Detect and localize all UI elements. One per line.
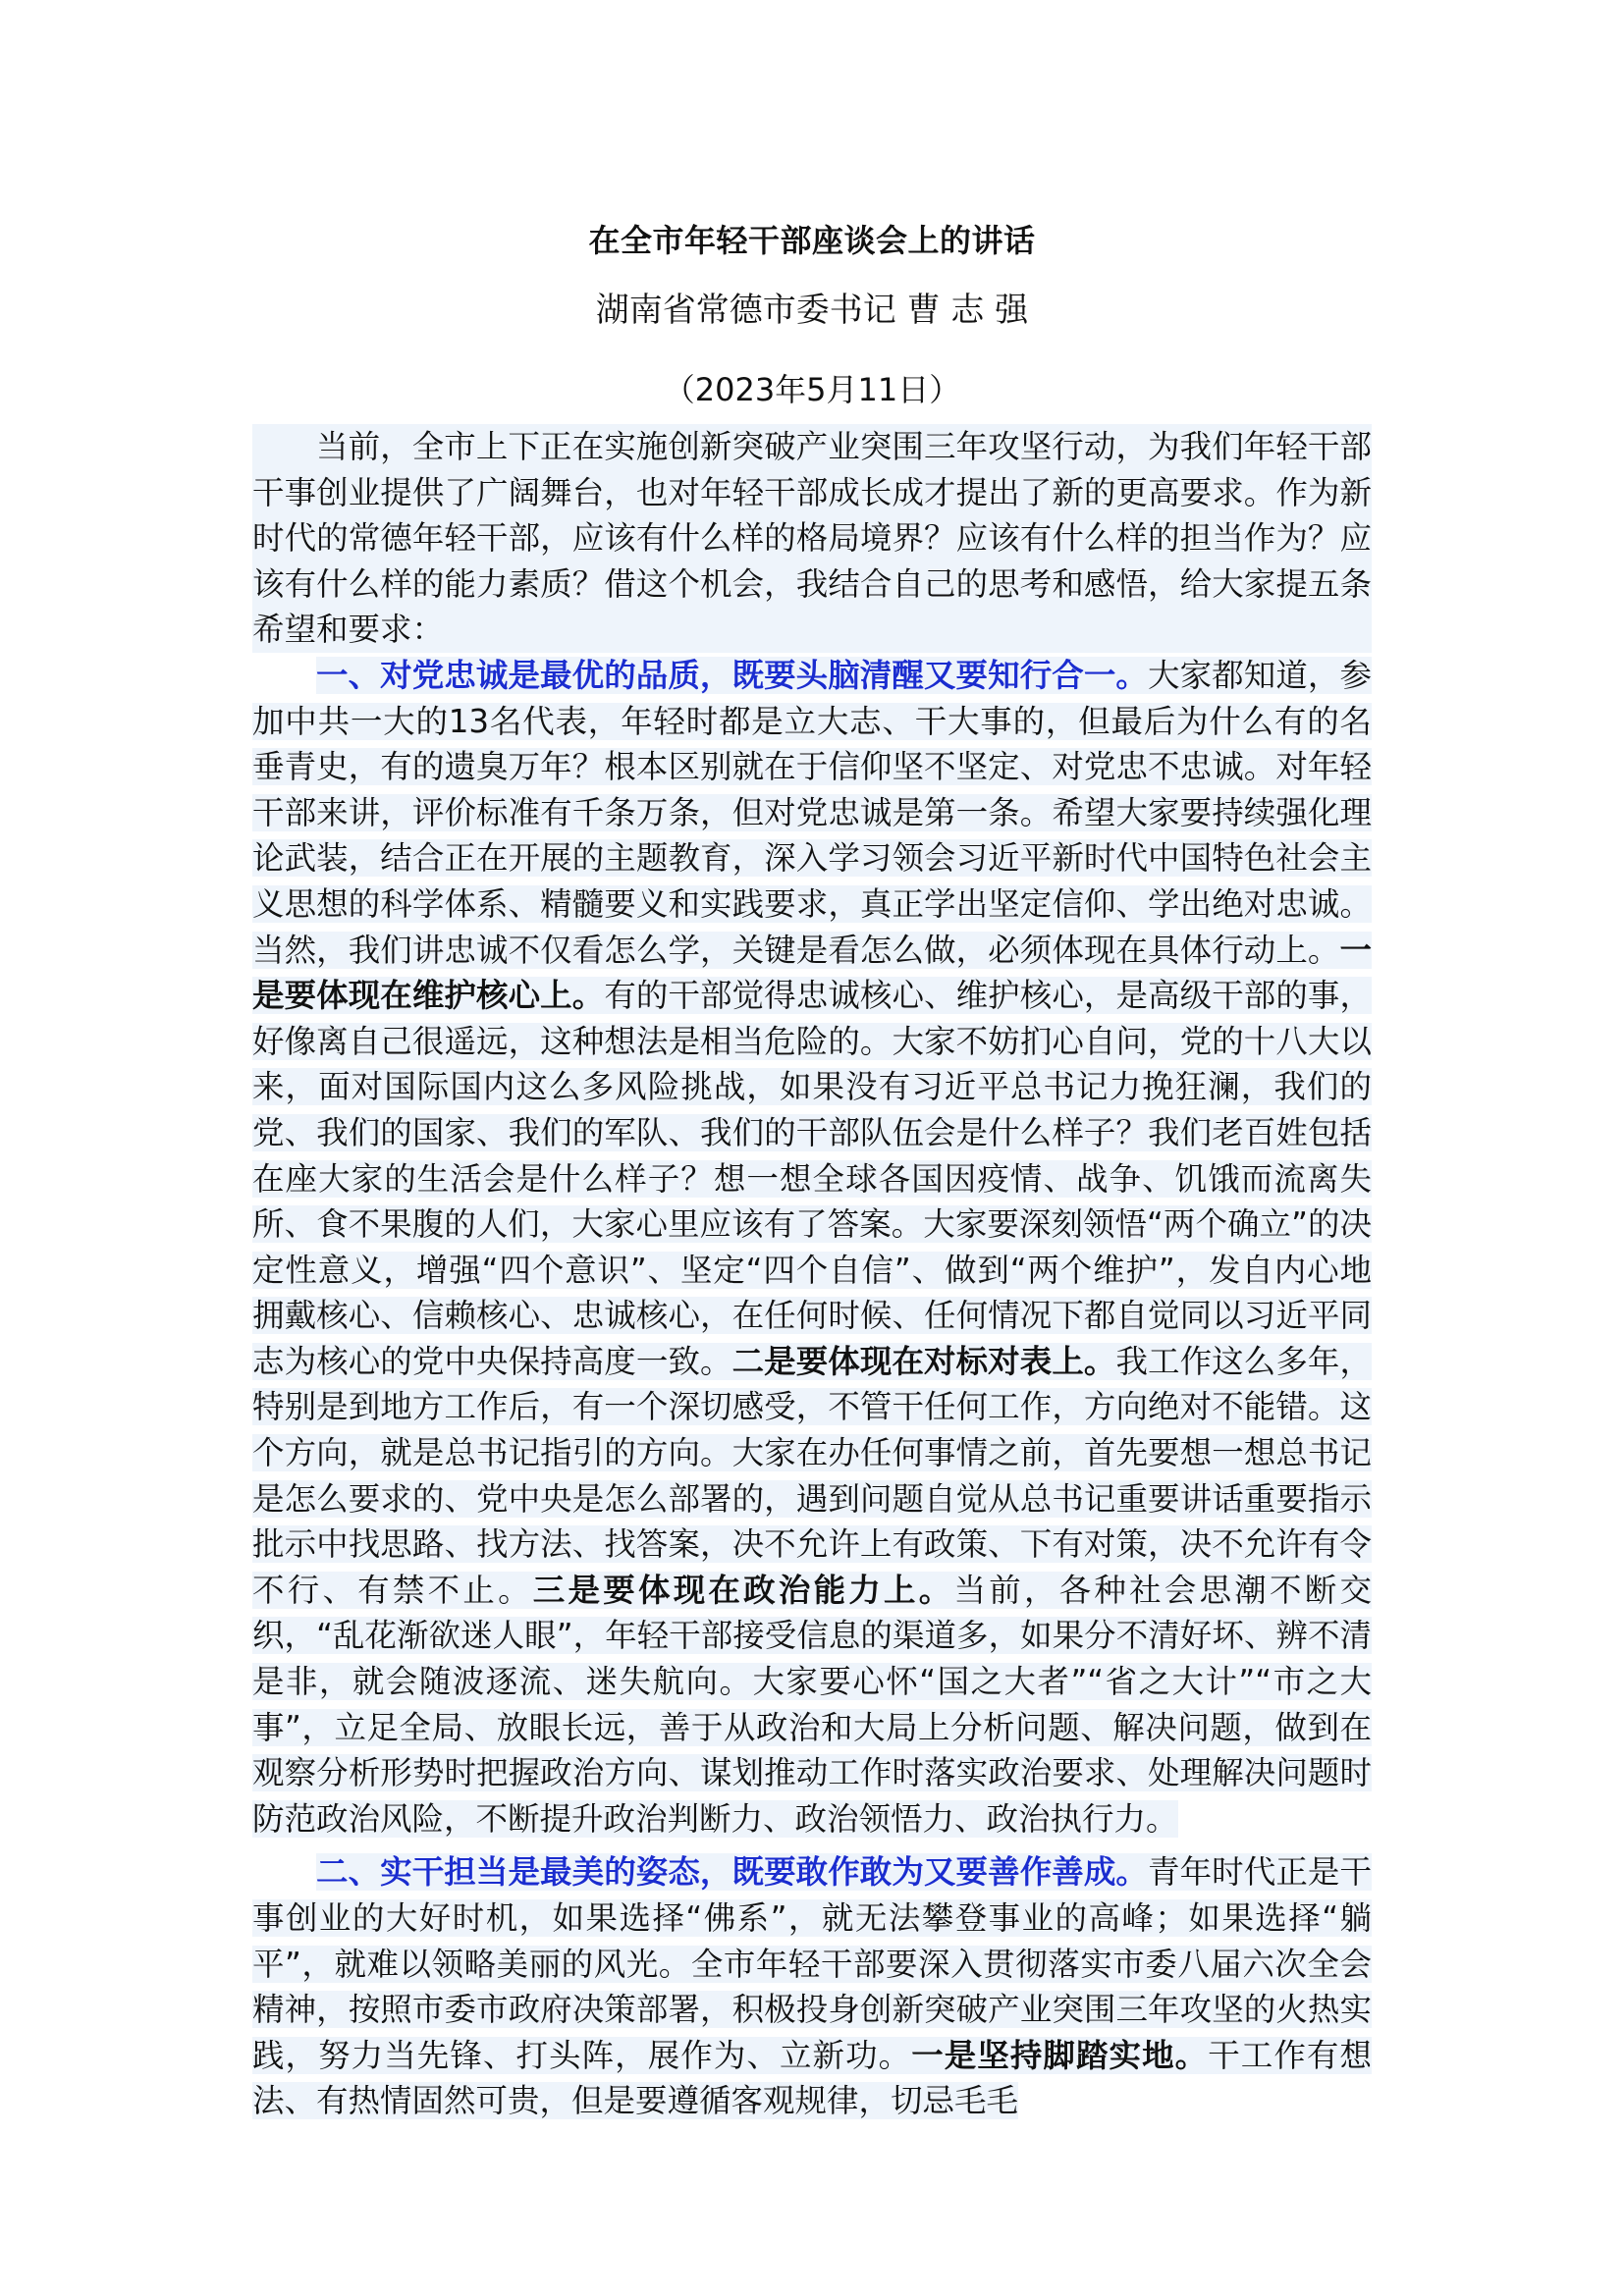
section-heading-2: 二、实干担当是最美的姿态，既要敢作敢为又要善作善成。: [316, 1853, 1149, 1892]
point-heading: 一是坚持脚踏实地。: [911, 2036, 1209, 2074]
paragraph-intro: [252, 424, 1372, 653]
text-segment: 我工作这么多年，特别是到地方工作后，有一个深切感受，不管干任何工作，方向绝对不能错。这个方向，就是总书记指引的方向。大家在办任何事情之前，首先要想一想总书记是怎么要求的、党中央是怎么部署的，遇到问题自觉从总书记重要讲话重要指示批示中找思路、找方法、找答案，决不允许上有政策、下有对策，决不允许有令不行、有禁不止。: [252, 1342, 1372, 1609]
document-body: [252, 424, 1372, 2124]
point-heading: 三是要体现在政治能力上。: [532, 1571, 954, 1609]
section-heading-1: 一、对党忠诚是最优的品质，既要头脑清醒又要知行合一。: [316, 656, 1149, 694]
text-segment: 干工作有想法、有热情固然可贵，但是要遵循客观规律，切忌毛毛: [252, 2036, 1372, 2120]
document-author: 湖南省常德市委书记 曹 志 强: [595, 291, 1029, 330]
paragraph-section-2: [252, 1849, 1372, 2124]
document-date: （2023年5月11日）: [663, 371, 961, 408]
paragraph-section-1: [252, 653, 1372, 1842]
point-heading: 一是要体现在维护核心上。: [252, 931, 1372, 1015]
point-heading: 二是要体现在对标对表上。: [731, 1342, 1116, 1380]
text-segment: 当前，全市上下正在实施创新突破产业突围三年攻坚行动，为我们年轻干部干事创业提供了广阔舞台，也对年轻干部成长成才提出了新的更高要求。作为新时代的常德年轻干部，应该有什么样的格局境界？应该有什么样的担当作为？应该有什么样的能力素质？借这个机会，我结合自己的思考和感悟，给大家提五条希望和要求：: [252, 428, 1372, 649]
text-segment: 有的干部觉得忠诚核心、维护核心，是高级干部的事，好像离自己很遥远，这种想法是相当危险的。大家不妨扪心自问，党的十八大以来，面对国际国内这么多风险挑战，如果没有习近平总书记力挽狂澜，我们的党、我们的国家、我们的军队、我们的干部队伍会是什么样子？我们老百姓包括在座大家的生活会是什么样子？想一想全球各国因疫情、战争、饥饿而流离失所、食不果腹的人们，大家心里应该有了答案。大家要深刻领悟“两个确立”的决定性意义，增强“四个意识”、坚定“四个自信”、做到“两个维护”，发自内心地拥戴核心、信赖核心、忠诚核心，在任何时候、任何情况下都自觉同以习近平同志为核心的党中央保持高度一致。: [252, 977, 1372, 1380]
text-segment: 大家都知道，参加中共一大的13名代表，年轻时都是立大志、干大事的，但最后为什么有的名垂青史，有的遗臭万年？根本区别就在于信仰坚不坚定、对党忠不忠诚。对年轻干部来讲，评价标准有千条万条，但对党忠诚是第一条。希望大家要持续强化理论武装，结合正在开展的主题教育，深入学习领会习近平新时代中国特色社会主义思想的科学体系、精髓要义和实践要求，真正学出坚定信仰、学出绝对忠诚。当然，我们讲忠诚不仅看怎么学，关键是看怎么做，必须体现在具体行动上。: [252, 656, 1372, 969]
document-title: 在全市年轻干部座谈会上的讲话: [588, 222, 1036, 259]
text-segment: 当前，各种社会思潮不断交织，“乱花渐欲迷人眼”，年轻干部接受信息的渠道多，如果分不清好坏、辨不清是非，就会随波逐流、迷失航向。大家要心怀“国之大者”“省之大计”“市之大事”，立足全局、放眼长远，善于从政治和大局上分析问题、解决问题，做到在观察分析形势时把握政治方向、谋划推动工作时落实政治要求、处理解决问题时防范政治风险，不断提升政治判断力、政治领悟力、政治执行力。: [252, 1571, 1372, 1838]
text-segment: 青年时代正是干事创业的大好时机，如果选择“佛系”，就无法攀登事业的高峰；如果选择“躺平”，就难以领略美丽的风光。全市年轻干部要深入贯彻落实市委八届六次全会精神，按照市委市政府决策部署，积极投身创新突破产业突围三年攻坚的火热实践，努力当先锋、打头阵，展作为、立新功。: [252, 1853, 1372, 2074]
